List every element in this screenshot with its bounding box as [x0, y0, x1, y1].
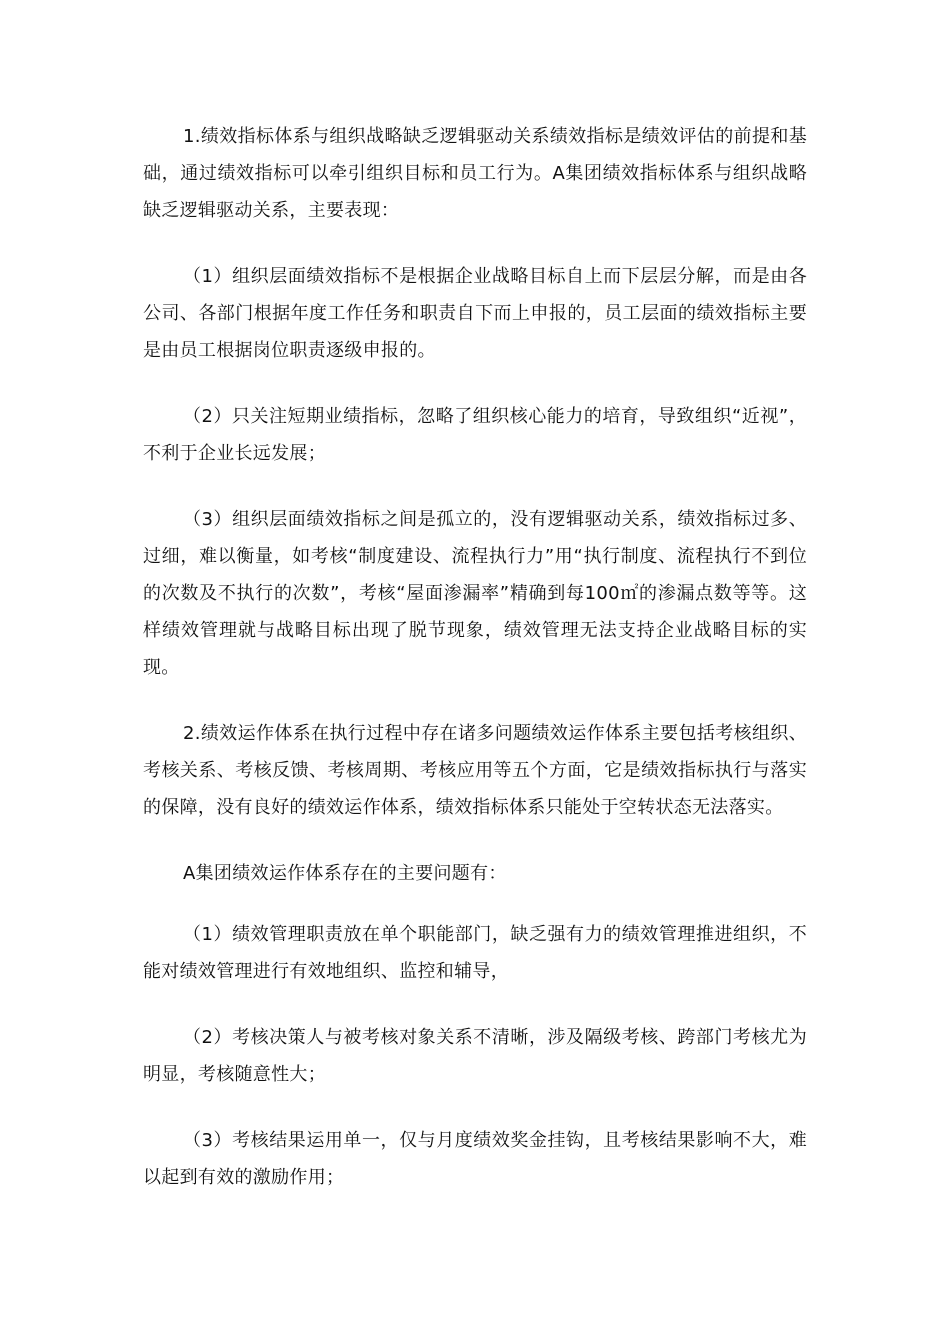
paragraph-section-2-lead: A集团绩效运作体系存在的主要问题有： [183, 863, 507, 884]
document-body [143, 118, 807, 1196]
paragraph-section-2-item-1: （1）绩效管理职责放在单个职能部门，缺乏强有力的绩效管理推进组织，不能对绩效管理进行有效地组织、监控和辅导， [143, 924, 807, 982]
paragraph-section-1-item-2: （2）只关注短期业绩指标，忽略了组织核心能力的培育，导致组织“近视”，不利于企业长远发展； [143, 406, 807, 464]
paragraph-section-1-intro: 1.绩效指标体系与组织战略缺乏逻辑驱动关系绩效指标是绩效评估的前提和基础，通过绩效指标可以牵引组织目标和员工行为。A集团绩效指标体系与组织战略缺乏逻辑驱动关系，主要表现： [143, 126, 807, 221]
paragraph-section-2-item-2: （2）考核决策人与被考核对象关系不清晰，涉及隔级考核、跨部门考核尤为明显，考核随意性大； [143, 1027, 807, 1085]
paragraph-section-1-item-1: （1）组织层面绩效指标不是根据企业战略目标自上而下层层分解，而是由各公司、各部门根据年度工作任务和职责自下而上申报的，员工层面的绩效指标主要是由员工根据岗位职责逐级申报的。 [143, 266, 807, 361]
paragraph-section-1-item-3: （3）组织层面绩效指标之间是孤立的，没有逻辑驱动关系，绩效指标过多、过细，难以衡量，如考核“制度建设、流程执行力”用“执行制度、流程执行不到位的次数及不执行的次数”，考核“屋面渗漏率”精确到每100㎡的渗漏点数等等。这样绩效管理就与战略目标出现了脱节现象，绩效管理无法支持企业战略目标的实现。 [143, 509, 807, 678]
paragraph-section-2-intro: 2.绩效运作体系在执行过程中存在诸多问题绩效运作体系主要包括考核组织、考核关系、考核反馈、考核周期、考核应用等五个方面，它是绩效指标执行与落实的保障，没有良好的绩效运作体系，绩效指标体系只能处于空转状态无法落实。 [143, 723, 807, 818]
paragraph-section-2-item-3: （3）考核结果运用单一，仅与月度绩效奖金挂钩，且考核结果影响不大，难以起到有效的激励作用； [143, 1130, 807, 1188]
